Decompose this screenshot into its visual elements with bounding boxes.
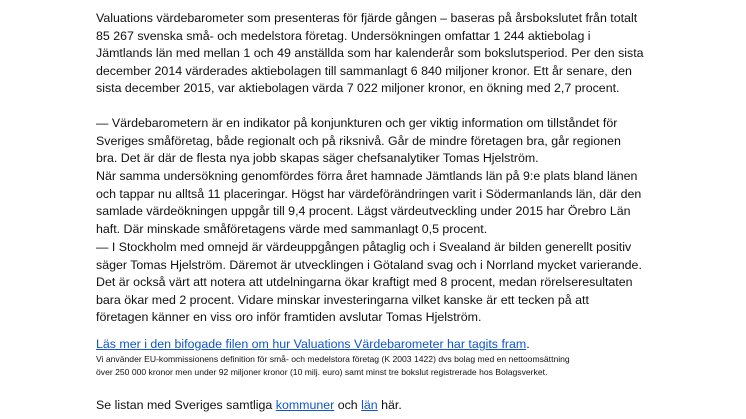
list-prefix: Se listan med Sveriges samtliga: [96, 398, 276, 412]
paragraph-line: — I Stockholm med omnejd är värdeuppgången påtaglig och i Svealand är bilden generellt positiv: [96, 240, 632, 254]
paragraph-line: och tappar nu alltså 11 placeringar. Högst har värdeförändringen varit i Södermanlands län, där den: [96, 186, 642, 201]
paragraph-quote-1: [96, 115, 696, 168]
paragraph-line: haft. Där minskade småföretagens värde med sammanlagt 0,5 procent.: [96, 221, 488, 236]
footnote-line: Vi använder EU-kommissionens definition för små- och medelstora företag (K 2003 1422) dvs bolag med en nettoomsättning: [96, 354, 570, 364]
paragraph-quote-2: [96, 239, 696, 327]
footnote-line: över 250 000 kronor men under 92 miljoner kronor (10 milj. euro) samt minst tre bokslut registrerade hos Bolagsverket.: [96, 367, 548, 377]
bifogad-file-link[interactable]: Läs mer i den bifogade filen om hur Valuations Värdebarometer har tagits fram: [96, 337, 527, 351]
paragraph-ranking: [96, 168, 696, 238]
paragraph-line: samlade värdeökningen uppgår till 9,4 procent. Lägst värdeutveckling under 2015 har Örebro Län: [96, 204, 631, 219]
paragraph-intro: [96, 10, 696, 98]
paragraph-line: bra. Det är där de flesta nya jobb skapas säger chefsanalytiker Tomas Hjelström.: [96, 151, 539, 166]
paragraph-line: Det är också värt att notera att utdelningarna ökar kraftigt med 8 procent, medan rörelseresultaten: [96, 275, 633, 290]
paragraph-line: säger Tomas Hjelström. Däremot är utvecklingen i Götaland svag och i Norrland mycket varierande.: [96, 257, 642, 272]
paragraph-line: Jämtlands län med mellan 1 och 49 anställda som har kalenderår som bokslutsperiod. Per den sista: [96, 46, 644, 61]
paragraph-line: företagen känner en viss oro inför framtiden avslutar Tomas Hjelström.: [96, 310, 482, 325]
paragraph-line: december 2014 värderades aktiebolagen till sammanlagt 6 840 miljoner kronor. Ett år senare, den: [96, 63, 632, 78]
paragraph-line: 85 267 svenska små- och medelstora företag. Undersökningen omfattar 1 244 aktiebolag i: [96, 28, 591, 43]
list-middle: och: [334, 398, 362, 412]
paragraph-line: sista december 2015, var aktiebolagen värda 7 022 miljoner kronor, en ökning med 2,7 procent.: [96, 81, 620, 96]
list-suffix: här.: [377, 398, 402, 412]
paragraph-line: — Värdebarometern är en indikator på konjunkturen och ger viktig information om tillståndet för: [96, 116, 618, 130]
lan-link[interactable]: län: [361, 398, 378, 412]
bifogad-suffix: .: [526, 337, 530, 351]
bifogad-line: [96, 336, 696, 354]
paragraph-line: Sveriges småföretag, både regionalt och på riksnivå. Går de mindre företagen bra, går regionen: [96, 133, 621, 148]
paragraph-line: Valuations värdebarometer som presenteras för fjärde gången – baseras på årsbokslutet från totalt: [96, 11, 638, 25]
paragraph-line: När samma undersökning genomfördes förra året hamnade Jämtlands län på 9:e plats bland länen: [96, 169, 638, 183]
list-line: [96, 397, 696, 415]
footnote: [96, 353, 696, 379]
paragraph-line: bara ökar med 2 procent. Vidare minskar investeringarna vilket kanske är ett tecken på att: [96, 292, 589, 307]
kommuner-link[interactable]: kommuner: [275, 398, 335, 412]
